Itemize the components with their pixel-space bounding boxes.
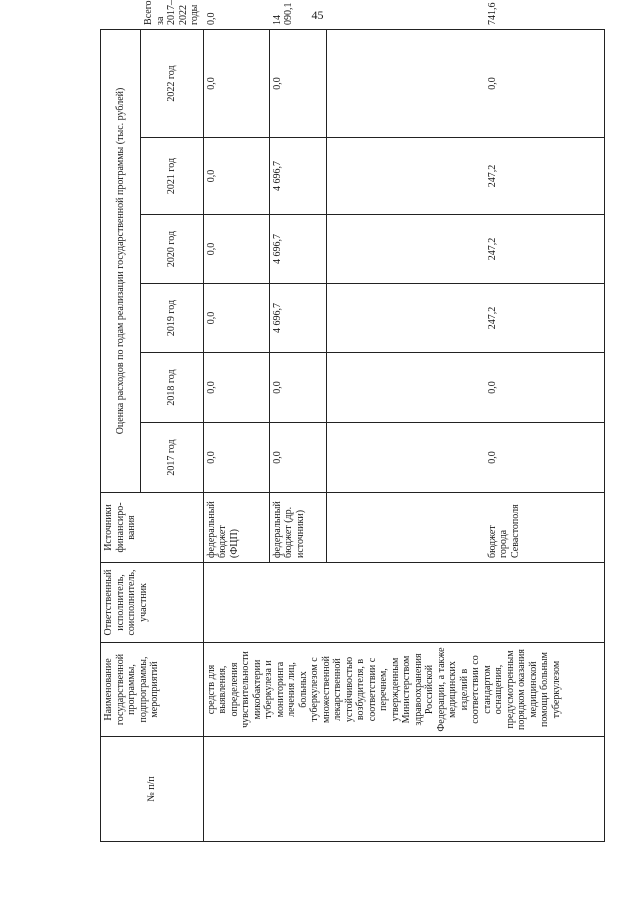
- header-row-top: [101, 29, 141, 841]
- cell-value: 0,0: [203, 284, 269, 353]
- page-number: 45: [311, 8, 324, 22]
- cell-value: 0,0: [269, 423, 326, 493]
- table-row: федеральный бюджет (др. источники) 0,0 0,0 4 696,7 4 696,7 4 696,7 0,0 14 090,1: [269, 29, 326, 841]
- cell-value: 0,0: [269, 29, 326, 137]
- cell-executor: [203, 563, 605, 643]
- header-estimate: Оценка расходов по годам реализации государственной программы (тыс. рублей): [101, 29, 141, 492]
- cell-value: 0,0: [203, 138, 269, 215]
- cell-value: 0,0: [326, 423, 605, 493]
- cell-value: 0,0: [203, 215, 269, 284]
- cell-value: 0,0: [269, 353, 326, 423]
- header-sources: Источники финансиро-вания: [101, 493, 204, 563]
- cell-value: 247,2: [326, 284, 605, 353]
- cell-value: 4 696,7: [269, 138, 326, 215]
- header-year-2018: 2018 год: [141, 353, 204, 423]
- header-executor: Ответственный исполнитель, соисполнитель, участник: [101, 563, 204, 643]
- cell-value: 0,0: [326, 29, 605, 137]
- cell-source: федеральный бюджет (ФЦП): [203, 493, 269, 563]
- header-year-2021: 2021 год: [141, 138, 204, 215]
- measure-description: средств для выявления, определения чувствительности микобактерии туберкулеза и мониторинга лечения лиц, больных туберкулезом с множественной лекарственной устойчивостью возбудителя, в соответствии с перечнем, утвержденным Министерством здравоохранения Российской Федерации, а также медицинских изделий в соответствии со стандартом оснащения, предусмотренным порядком оказания медицинской помощи больным туберкулезом: [203, 643, 605, 737]
- cell-value: 0,0: [326, 353, 605, 423]
- header-name: Наименование государственной программы, подпрограммы, мероприятий: [101, 643, 204, 737]
- cell-value: 4 696,7: [269, 284, 326, 353]
- cell-value: 247,2: [326, 138, 605, 215]
- cell-value: 0,0: [203, 423, 269, 493]
- table-row: бюджет города Севастополя 0,0 0,0 247,2 247,2 247,2 0,0 741,6: [326, 29, 605, 841]
- header-year-2019: 2019 год: [141, 284, 204, 353]
- cell-value: 4 696,7: [269, 215, 326, 284]
- header-num: № п/п: [101, 737, 204, 842]
- table-row: средств для выявления, определения чувствительности микобактерии туберкулеза и мониторинга лечения лиц, больных туберкулезом с множественной лекарственной устойчивостью возбудителя, в соответствии с перечнем, утвержденным Министерством здравоохранения Российской Федерации, а также медицинских изделий в соответствии со стандартом оснащения, предусмотренным порядком оказания медицинской помощи больным туберкулезом федеральный бюджет (ФЦП) 0,0 0,0 0,0 0,0 0,0 0,0 0,0: [203, 29, 269, 841]
- header-year-2017: 2017 год: [141, 423, 204, 493]
- cell-num: [203, 737, 605, 842]
- cell-value: 0,0: [203, 29, 269, 137]
- cell-value: 247,2: [326, 215, 605, 284]
- cell-value: 0,0: [203, 353, 269, 423]
- header-year-2020: 2020 год: [141, 215, 204, 284]
- header-row-years: 2017 год 2018 год 2019 год 2020 год 2021 год 2022 год Всего за 2017–2022 годы: [141, 29, 204, 841]
- header-year-2022: 2022 год: [141, 29, 204, 137]
- cell-source: федеральный бюджет (др. источники): [269, 493, 326, 563]
- cell-source: бюджет города Севастополя: [326, 493, 605, 563]
